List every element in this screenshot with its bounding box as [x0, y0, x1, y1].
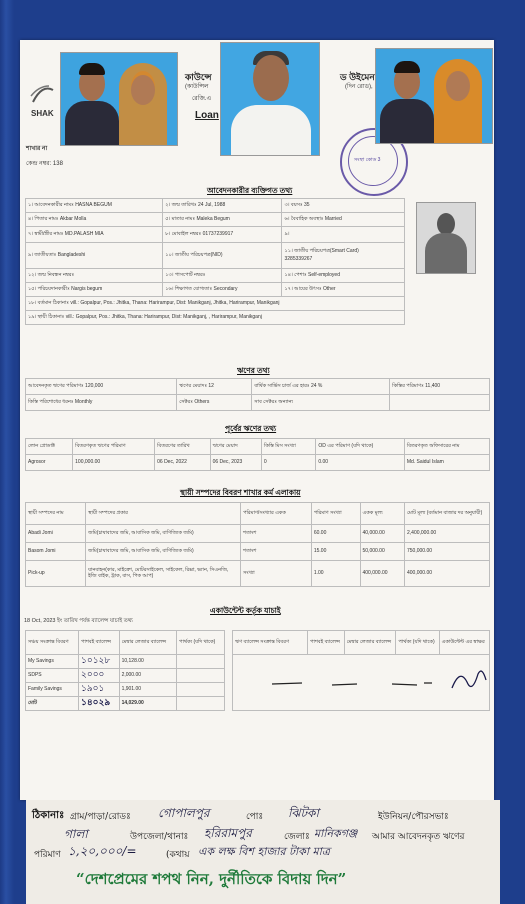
pi-income: ১৭। আয়ের উৎসঃ Other [282, 283, 405, 297]
asset-h-price: একক মূল্য [360, 503, 405, 525]
pi-nationality: ৯। জাতীয়তাঃ Bangladeshi [26, 243, 163, 269]
post-handwritten: ঝিটকা [288, 806, 319, 820]
pi-blank: ৯। [282, 227, 405, 243]
savings-balance-table [25, 630, 225, 711]
guarantor-shirt [231, 105, 311, 155]
pi-occupation: ১৪। পেশাঃ Self-employed [282, 269, 405, 283]
guarantor-photo [220, 42, 320, 156]
woman-face-left-front [131, 75, 155, 105]
sav-2-diff [177, 669, 225, 683]
sav-1-desc: My Savings [26, 655, 79, 669]
personal-info-table [25, 198, 405, 325]
loan-info-table [25, 378, 490, 411]
sav-3-desc: Family Savings [26, 683, 79, 697]
org-sub-left: (কাউন্সিল [185, 84, 209, 90]
prev-miss: 0 [261, 455, 315, 471]
sav-total-passbook: ১৪০২৯ [79, 697, 120, 711]
anti-corruption-slogan: “দেশপ্রেমের শপথ নিন, দুর্নীতিকে বিদায় দিন” [76, 870, 347, 888]
org-name-right: ড উইমেন [340, 72, 375, 82]
prev-term: 06 Dec, 2023 [210, 455, 261, 471]
sav-h-diff: পার্থক্য (যদি থাকে) [177, 631, 225, 655]
branch-label: শাখার না [26, 146, 48, 152]
sav-2-passbook: ২০০০ [79, 669, 120, 683]
asset-3-type: যানবাহন(কার, মাইক্রো, মোটরসাইকেল, সাইকেল, রিক্সা, ভ্যান, সিএনজি, ইজি বাইক, ট্রাক, বাস, পিক আপ) [86, 561, 241, 587]
prev-loan-table [25, 438, 490, 471]
man-shirt-left [65, 101, 119, 145]
sav-h-passbook: পাশবই ব্যালেন্স [79, 631, 120, 655]
assets-table [25, 502, 490, 587]
asset-1-total: 2,400,000.00 [405, 525, 490, 543]
district-handwritten: মানিকগঞ্জ [314, 827, 358, 840]
sav-total-diff [177, 697, 225, 711]
pi-age: ৩। বয়সঃ 35 [282, 199, 405, 213]
stamp-text: সংস্থা কোড 3 [354, 157, 381, 163]
pi-introducer: ১৫। পরিচয়দানকারীঃ Nargis begum [26, 283, 163, 297]
applicant-small-photo [416, 202, 476, 274]
district-label: জেলাঃ [284, 832, 310, 842]
asset-2-type: জমি(চাষাবাদের জমি, আবাসিক জমি, বাণিজ্যিক জমি) [86, 543, 241, 561]
asset-2-name: Basom Jomi [26, 543, 86, 561]
in-words-label: (কথায় [166, 850, 190, 860]
accountant-title: একাউন্টেন্ট কর্তৃক যাচাই [210, 606, 281, 615]
pi-passport: ১৩। পাসপোর্ট নম্বরঃ [163, 269, 282, 283]
couple-photo-left [60, 52, 178, 146]
prev-h-term: ঋণের মেয়াদ [210, 439, 261, 455]
asset-h-total: মোট মূল্য (বর্তমান বাজার দর অনুযায়ী) [405, 503, 490, 525]
prev-h-product: লোন প্রোডাক্ট [26, 439, 73, 455]
asset-h-type: স্থায়ী সম্পদের প্রকার [86, 503, 241, 525]
sav-3-diff [177, 683, 225, 697]
loan-info-title: ঋণের তথ্য [237, 366, 270, 375]
pi-smartcard-label: ১১। জাতীয় পরিচয়পত্র(Smart Card) [284, 247, 359, 254]
pi-smartcard-no: 3285339267 [284, 256, 313, 262]
man-hair-right [394, 61, 420, 73]
center-number: কেন্দ্র নম্বর: 138 [26, 161, 63, 167]
shakti-logo [25, 80, 59, 120]
amount-words-handwritten: এক লক্ষ বিশ হাজার টাকা মাত্র [198, 845, 330, 858]
pi-birthreg: ১২। জন্ম নিবন্ধন নম্বরঃ [26, 269, 163, 283]
lb-h-sign: একাউন্টেন্ট এর স্বাক্ষর [439, 631, 489, 655]
pi-smartcard [282, 243, 405, 269]
village-label: গ্রাম/পাড়া/রোডঃ [70, 812, 131, 822]
org-sub-right: (দিন রোড), [345, 84, 373, 90]
prev-h-date: বিতরণের তারিখ [155, 439, 210, 455]
sav-h-ledger: মেম্বার লেজার ব্যালেন্স [119, 631, 176, 655]
asset-3-total: 400,000.00 [405, 561, 490, 587]
sav-1-passbook: ১০১২৮ [79, 655, 120, 669]
prev-h-miss: কিস্তি মিস সংখ্যা [261, 439, 315, 455]
sav-2-ledger: 2,000.00 [119, 669, 176, 683]
sav-2-desc: SDPS [26, 669, 79, 683]
sav-total-ledger: 14,029.00 [119, 697, 176, 711]
address-label: ঠিকানাঃ [32, 810, 65, 821]
lb-h-diff: পার্থক্য (যদি থাকে) [396, 631, 439, 655]
loan-subsector: সাব সেক্টরঃ অন্যান্য [252, 395, 390, 411]
asset-3-price: 400,000.00 [360, 561, 405, 587]
upazila-handwritten: হরিরামপুর [204, 826, 252, 840]
prev-amount: 100,000.00 [73, 455, 155, 471]
org-line3: রেজি.এ [192, 96, 212, 102]
pi-education: ১৬। শিক্ষাগত যোগ্যতাঃ Secondary [163, 283, 282, 297]
loan-pay-type: কিস্তি পরিশোধের ধরনঃ Monthly [26, 395, 177, 411]
sav-total-desc: মোট [26, 697, 79, 711]
lower-form-strip [26, 800, 500, 904]
loan-heading: Loan [195, 110, 219, 121]
loan-duration: ঋণের মেয়াদঃ 12 [177, 379, 252, 395]
loan-amount-label: আমার আবেদনকৃত ঋণের [372, 832, 465, 842]
loan-rate: বার্ষিক সার্ভিস চার্জ এর হারঃ 24 % [252, 379, 390, 395]
asset-3-name: Pick-up [26, 561, 86, 587]
sav-1-ledger: 10,128.00 [119, 655, 176, 669]
guarantor-face [253, 55, 289, 101]
asset-3-unit: সংখ্যা [241, 561, 312, 587]
union-handwritten: গালা [64, 827, 88, 841]
pi-present-address: ১৮। বর্তমান ঠিকানাঃ vill.: Gopalpur, Pos.: Jhitka, Thana: Harirampur, Dist: Manikganj, Jhitka, Harirampur, Manikganj [26, 297, 405, 311]
pi-name: ১। আবেদনকারীর নামঃ HASNA BEGUM [26, 199, 163, 213]
pi-permanent-address: ১৯। স্থায়ী ঠিকানাঃ vill.: Gopalpur, Pos.: Jhitka, Thana: Harirampur, Dist: Manikganj, , Harirampur, Manikganj [26, 311, 405, 325]
asset-1-name: Abadi Jomi [26, 525, 86, 543]
pi-dob: ২। জন্ম তারিখঃ 24 Jul, 1988 [163, 199, 282, 213]
asset-1-qty: 60.00 [311, 525, 360, 543]
prev-date: 06 Dec, 2022 [155, 455, 210, 471]
lb-h-desc: ঋণ ব্যালেন্স সংক্রান্ত বিবরণ [233, 631, 308, 655]
loan-sector: সেক্টরঃ Others [177, 395, 252, 411]
upazila-label: উপজেলা/থানাঃ [130, 832, 189, 842]
loan-application-page [20, 40, 494, 800]
prev-od: 0.00 [316, 455, 404, 471]
asset-1-price: 40,000.00 [360, 525, 405, 543]
asset-1-type: জমি(চাষাবাদের জমি, আবাসিক জমি, বাণিজ্যিক জমি) [86, 525, 241, 543]
asset-3-qty: 1.00 [311, 561, 360, 587]
lb-h-ledger: মেম্বার লেজার ব্যালেন্স [344, 631, 396, 655]
amount-handwritten: ১,২০,০০০/= [68, 844, 137, 858]
loan-empty [390, 395, 490, 411]
pi-father: ৪। পিতার নামঃ Akbar Molla [26, 213, 163, 227]
post-label: পোঃ [246, 812, 264, 822]
asset-2-total: 750,000.00 [405, 543, 490, 561]
balance-date-note: 18 Oct, 2023 ইং তারিখ পর্যন্ত ব্যালেন্স যাচাই তথ্য [24, 618, 133, 624]
pi-marital: ৬। বৈবাহিক অবস্থাঃ Married [282, 213, 405, 227]
pi-spouse: ৭। স্বামী/স্ত্রীর নামঃ MD.PALASH MIA [26, 227, 163, 243]
couple-photo-right [375, 48, 493, 144]
prev-h-amount: বিতরণকৃত ঋণের পরিমাণ [73, 439, 155, 455]
accountant-signature [232, 660, 492, 700]
personal-info-title: আবেদনকারীর ব্যক্তিগত তথ্য [207, 186, 293, 195]
prev-h-officer: বিতরণকৃত অফিসারের নাম [404, 439, 489, 455]
org-name-left: কাউন্সে [185, 72, 212, 82]
prev-product: Agrosor [26, 455, 73, 471]
loan-installment: কিস্তির পরিমাণঃ 11,400 [390, 379, 490, 395]
amount-label: পরিমাণ [34, 850, 61, 860]
small-photo-head [437, 213, 455, 235]
sav-3-ledger: 1,901.00 [119, 683, 176, 697]
sav-h-desc: সঞ্চয় সংক্রান্ত বিবরণ [26, 631, 79, 655]
asset-h-unit: পরিমাণ/সংখ্যার একক [241, 503, 312, 525]
prev-h-od: OD এর পরিমাণ (যদি থাকে) [316, 439, 404, 455]
sav-1-diff [177, 655, 225, 669]
asset-2-unit: শতাংশ [241, 543, 312, 561]
pi-mobile: ৮। মোবাইল নম্বরঃ 01737239917 [163, 227, 282, 243]
village-handwritten: গোপালপুর [158, 806, 210, 820]
woman-face-right [446, 71, 470, 101]
asset-2-price: 50,000.00 [360, 543, 405, 561]
prev-officer: Md. Saidul Islam [404, 455, 489, 471]
loan-amount: আবেদনকৃত ঋণের পরিমাণঃ 120,000 [26, 379, 177, 395]
asset-2-qty: 15.00 [311, 543, 360, 561]
asset-1-unit: শতাংশ [241, 525, 312, 543]
asset-h-name: স্থায়ী সম্পদের নাম [26, 503, 86, 525]
pi-nid: ১০। জাতীয় পরিচয়পত্র(NID) [163, 243, 282, 269]
logo-text: SHAK [31, 109, 54, 118]
small-photo-body [425, 233, 467, 273]
sav-3-passbook: ১৯০১ [79, 683, 120, 697]
asset-h-qty: পরিমাণ সংখ্যা [311, 503, 360, 525]
assets-title: স্থায়ী সম্পদের বিবরণ শাখার কর্ম এলাকায় [180, 488, 301, 497]
prev-loan-title: পূর্বের ঋণের তথ্য [225, 424, 277, 433]
man-shirt-right [380, 99, 434, 143]
union-label: ইউনিয়ন/পৌরসভাঃ [378, 812, 449, 822]
pi-mother: ৫। মাতার নামঃ Maleka Begum [163, 213, 282, 227]
lb-h-passbook: পাশবই ব্যালেন্স [308, 631, 345, 655]
man-hair-left [79, 63, 105, 75]
